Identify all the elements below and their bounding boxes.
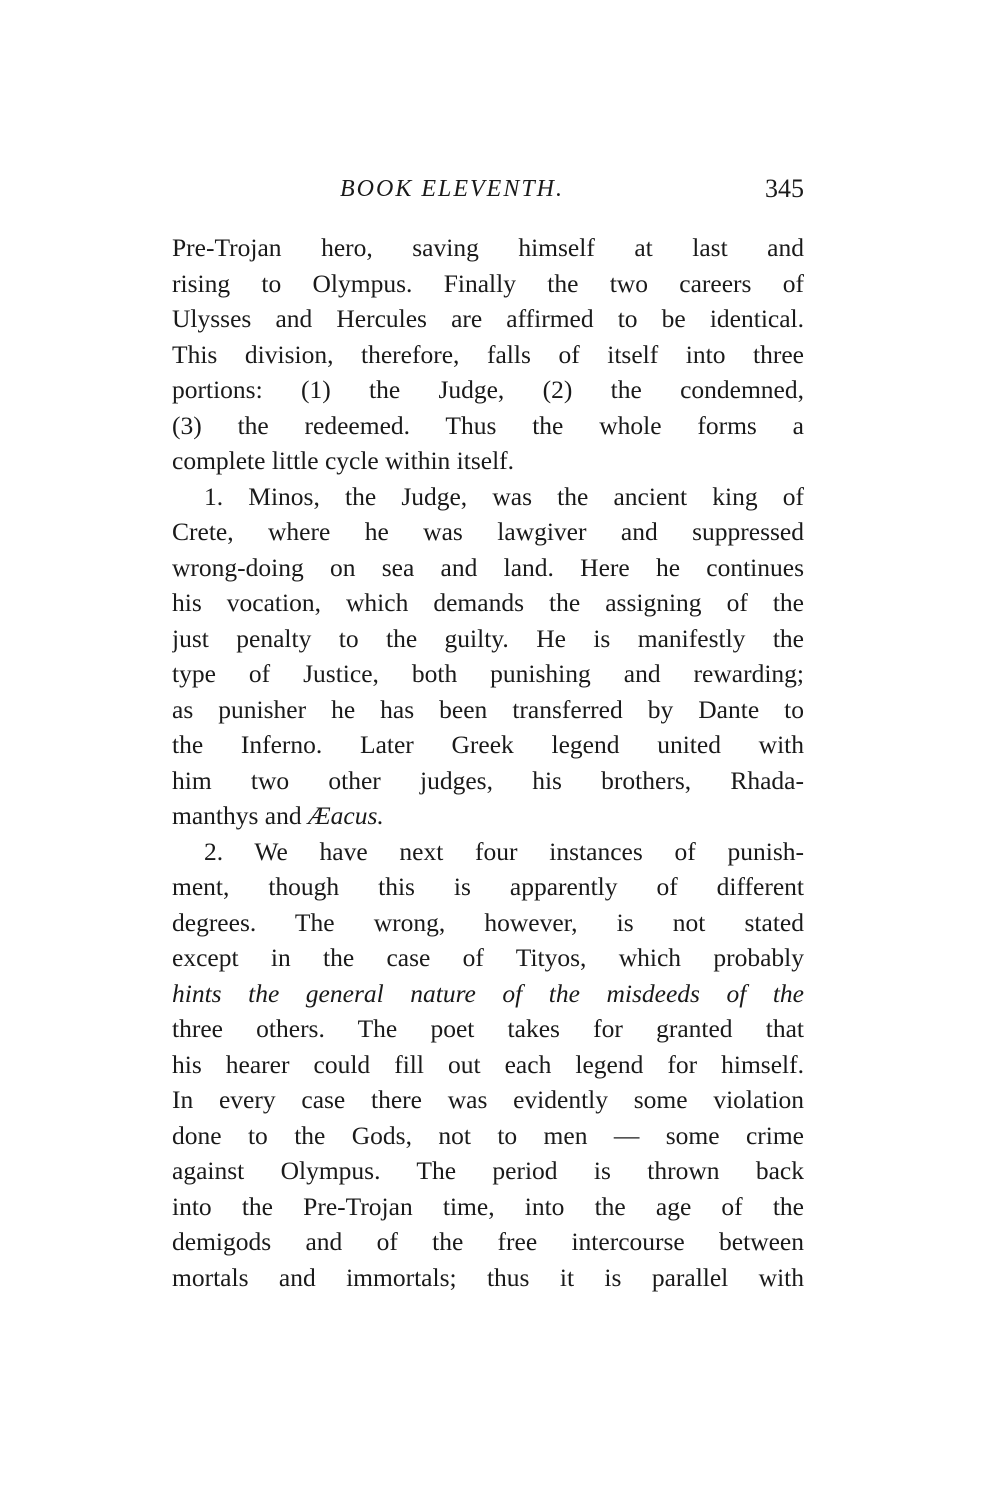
text-line: rising to Olympus. Finally the two careers of — [172, 268, 804, 298]
text-line — [172, 798, 804, 834]
text-line: him two other judges, his brothers, Rhada- — [172, 765, 804, 795]
text-line: into the Pre-Trojan time, into the age of the — [172, 1191, 804, 1221]
paragraph-first-line: 1. Minos, the Judge, was the ancient king of — [204, 481, 804, 511]
text-line: Pre-Trojan hero, saving himself at last and — [172, 233, 804, 262]
italic-text-line: hints the general nature of the misdeeds of the — [172, 978, 804, 1008]
text-line: three others. The poet takes for granted that — [172, 1014, 804, 1043]
text-line: This division, therefore, falls of itself into three — [172, 339, 804, 369]
italic-name: Æacus. — [307, 801, 384, 830]
text-line: his hearer could fill out each legend for himself. — [172, 1049, 804, 1079]
text-line: wrong-doing on sea and land. Here he continues — [172, 552, 804, 582]
paragraph-first-line: 2. We have next four instances of punish- — [204, 836, 804, 866]
text-line: degrees. The wrong, however, is not stated — [172, 907, 804, 937]
text-line: type of Justice, both punishing and rewarding; — [172, 659, 804, 688]
text-line: ment, though this is apparently of different — [172, 872, 804, 901]
text-line: as punisher he has been transferred by Dante to — [172, 694, 804, 724]
page-number: 345 — [765, 174, 804, 203]
text-line: In every case there was evidently some violation — [172, 1085, 804, 1114]
text-line: demigods and of the free intercourse between — [172, 1227, 804, 1256]
text-line: just penalty to the guilty. He is manifestly the — [172, 623, 804, 653]
text-line: against Olympus. The period is thrown back — [172, 1156, 804, 1185]
text-line: Ulysses and Hercules are affirmed to be identical. — [172, 304, 804, 333]
body-text — [172, 230, 804, 1295]
text-line: the Inferno. Later Greek legend united with — [172, 730, 804, 759]
text-segment: manthys and — [172, 801, 308, 830]
running-title: BOOK ELEVENTH. — [340, 176, 565, 202]
text-line: portions: (1) the Judge, (2) the condemned, — [172, 375, 804, 404]
text-line: mortals and immortals; thus it is parallel with — [172, 1262, 804, 1292]
text-line: done to the Gods, not to men — some crime — [172, 1120, 804, 1150]
text-line: except in the case of Tityos, which probably — [172, 943, 804, 972]
text-line: complete little cycle within itself. — [172, 446, 515, 475]
text-line: (3) the redeemed. Thus the whole forms a — [172, 410, 804, 440]
text-line: Crete, where he was lawgiver and suppressed — [172, 517, 804, 546]
running-head — [172, 174, 804, 210]
text-line: his vocation, which demands the assigning of the — [172, 588, 804, 617]
text-line — [172, 976, 804, 1012]
